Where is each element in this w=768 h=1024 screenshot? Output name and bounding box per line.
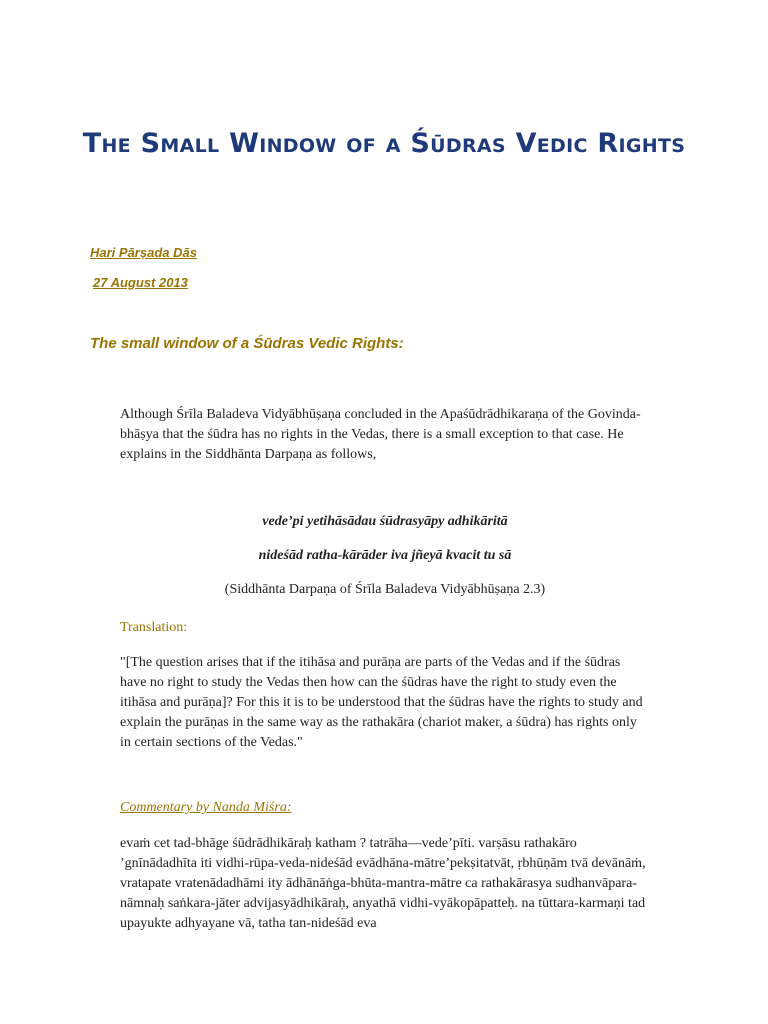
translation-heading: Translation: bbox=[120, 620, 188, 635]
document-title: The Small Window of a Śūdras Vedic Rights bbox=[82, 128, 686, 159]
commentary-heading: Commentary by Nanda Miśra: bbox=[120, 800, 292, 815]
verse-line-1: vede’pi yetihāsādau śūdrasyāpy adhikāritā bbox=[262, 514, 508, 529]
section-subtitle: The small window of a Śūdras Vedic Rights: bbox=[90, 335, 404, 352]
verse-line-2: nideśād ratha-kārāder iva jñeyā kvacit tu sā bbox=[258, 548, 512, 563]
commentary-paragraph: evaṁ cet tad-bhāge śūdrādhikāraḥ katham ? tatrāha—vede’pīti. varṣāsu rathakāro ’gnīnādadhīta iti vidhi-rūpa-veda-nideśād evādhāna-mātre’pekṣitatvāt, ṛbhūṇām tvā devānāṁ, vratapate vratenādadhāmi ity ādhānāṅga-bhūta-mantra-mātre ca rathakārasya sudhanvāpara-nāmnaḥ saṅkara-jāter advijasyādhikāraḥ, anyathā vidhi-vyākopāpatteḥ. na tūttara-karmaṇi tad upayukte adhyayane vā, tatha tan-nideśād eva bbox=[120, 836, 646, 931]
author-name: Hari Pārṣada Dās bbox=[90, 245, 197, 260]
translation-paragraph: "[The question arises that if the itihāsa and purāṇa are parts of the Vedas and if the śūdras have no right to study the Vedas then how can the śūdras have the right to study even the itihāsa and purāṇa]? For this it is to be understood that the śūdras have the rights to study and explain the purāṇas in the same way as the rathakāra (chariot maker, a śūdra) has rights only in certain sections of the Vedas." bbox=[120, 655, 643, 750]
publish-date: 27 August 2013 bbox=[93, 275, 188, 290]
intro-paragraph: Although Śrīla Baladeva Vidyābhūṣaṇa concluded in the Apaśūdrādhikaraṇa of the Govinda-bhāṣya that the śūdra has no rights in the Vedas, there is a small exception to that case. He explains in the Siddhānta Darpaṇa as follows, bbox=[120, 407, 641, 462]
verse-citation: (Siddhānta Darpaṇa of Śrīla Baladeva Vidyābhūṣaṇa 2.3) bbox=[224, 582, 546, 597]
